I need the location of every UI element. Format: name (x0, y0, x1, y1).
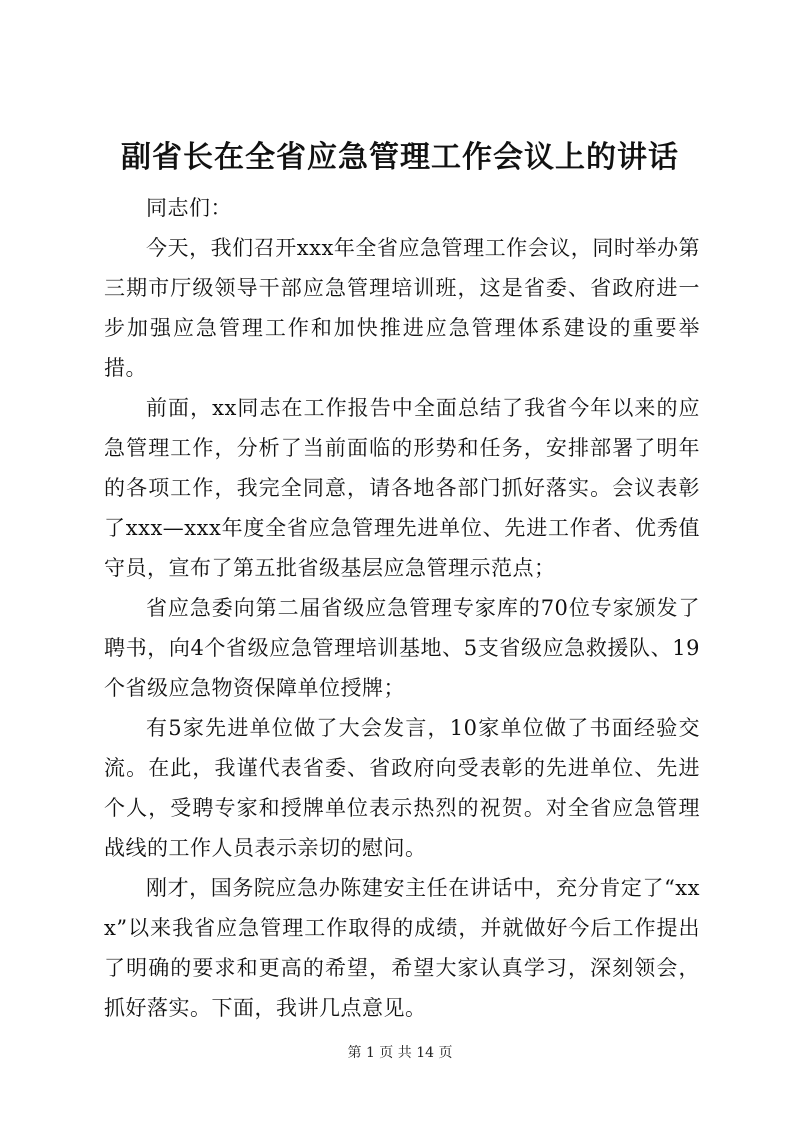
salutation-paragraph: 同志们： (146, 196, 232, 220)
body-paragraph: 省应急委向第二届省级应急管理专家库的70位专家颁发了聘书，向4个省级应急管理培训基地、5支省级应急救援队、19个省级应急物资保障单位授牌； (104, 596, 700, 700)
page-number-footer: 第 1 页 共 14 页 (347, 1045, 453, 1061)
document-body (104, 188, 700, 1028)
body-paragraph: 刚才，国务院应急办陈建安主任在讲话中，充分肯定了“xxx”以来我省应急管理工作取得的成绩，并就做好今后工作提出了明确的要求和更高的希望，希望大家认真学习，深刻领会，抓好落实。下面，我讲几点意见。 (104, 876, 700, 1020)
body-paragraph: 前面，xx同志在工作报告中全面总结了我省今年以来的应急管理工作，分析了当前面临的形势和任务，安排部署了明年的各项工作，我完全同意，请各地各部门抓好落实。会议表彰了xxx—xxx年度全省应急管理先进单位、先进工作者、优秀值守员，宣布了第五批省级基层应急管理示范点； (104, 396, 700, 580)
body-paragraph: 今天，我们召开xxx年全省应急管理工作会议，同时举办第三期市厅级领导干部应急管理培训班，这是省委、省政府进一步加强应急管理工作和加快推进应急管理体系建设的重要举措。 (104, 236, 700, 380)
document-title: 副省长在全省应急管理工作会议上的讲话 (121, 140, 679, 175)
body-paragraph: 有5家先进单位做了大会发言，10家单位做了书面经验交流。在此，我谨代表省委、省政府向受表彰的先进单位、先进个人，受聘专家和授牌单位表示热烈的祝贺。对全省应急管理战线的工作人员表示亲切的慰问。 (104, 716, 700, 860)
